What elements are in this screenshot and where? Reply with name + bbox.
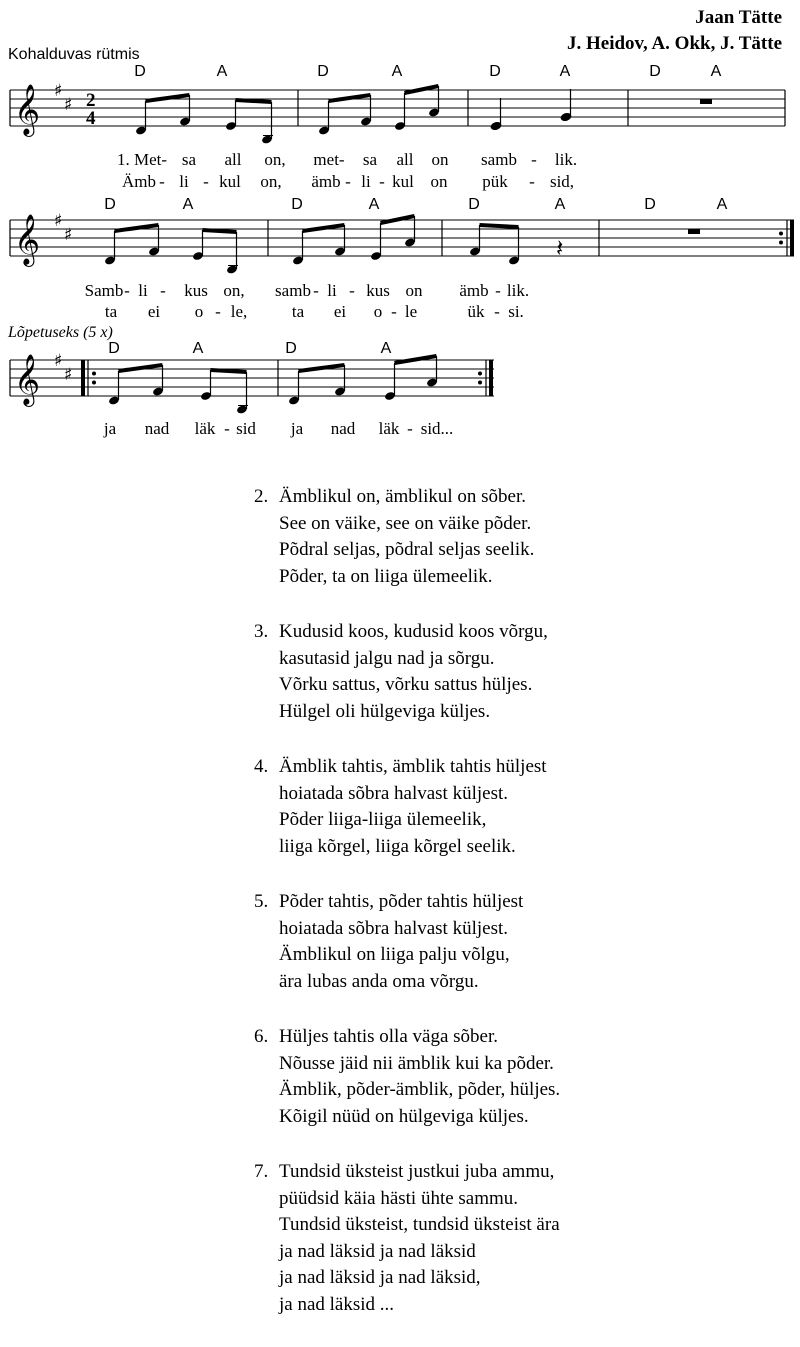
composer: Jaan Tätte bbox=[695, 7, 782, 28]
chord-symbol: A bbox=[380, 340, 392, 357]
coda-label: Lõpetuseks (5 x) bbox=[8, 324, 113, 341]
chord-symbol: A bbox=[710, 63, 722, 80]
lyric-syllable: si. bbox=[508, 302, 524, 321]
chord-symbol: A bbox=[559, 63, 571, 80]
lyric-syllable: li bbox=[327, 281, 337, 300]
notes-measure-1 bbox=[108, 365, 248, 415]
lyric-syllable: - bbox=[313, 281, 319, 300]
chord-symbol: D bbox=[317, 63, 329, 80]
verse-line: Tundsid üksteist, tundsid üksteist ära bbox=[279, 1214, 560, 1235]
lyric-syllable: nad bbox=[330, 419, 356, 438]
lyric-syllable: - bbox=[495, 281, 501, 300]
verse-number: 7. bbox=[254, 1161, 269, 1182]
chord-symbol: A bbox=[192, 340, 204, 357]
lyric-syllable: ei bbox=[333, 302, 347, 321]
verse-line: Ämblikul on liiga palju võlgu, bbox=[279, 944, 510, 965]
verse-line: Hülgel oli hülgeviga küljes. bbox=[279, 700, 491, 722]
lyric-syllable: - bbox=[529, 172, 535, 191]
sharp-icon: ♯ bbox=[64, 95, 73, 115]
verse-line: Nõusse jäid nii ämblik kui ka põder. bbox=[279, 1052, 554, 1074]
lyric-syllable: o bbox=[373, 302, 383, 321]
lyric-syllable: kus bbox=[366, 281, 390, 300]
verse-line: ja nad läksid ja nad läksid bbox=[279, 1240, 476, 1262]
verse-line: Ämblik tahtis, ämblik tahtis hüljest bbox=[279, 756, 547, 777]
lyric-syllable: läk bbox=[378, 419, 400, 438]
staff-3 bbox=[0, 350, 800, 430]
lyric-syllable: ük bbox=[467, 302, 485, 321]
lyric-syllable: ei bbox=[147, 302, 161, 321]
lyric-syllable: sid bbox=[236, 419, 256, 438]
chord-symbol: A bbox=[182, 196, 194, 213]
chord-symbol: D bbox=[134, 63, 146, 80]
notes-measure-2 bbox=[288, 356, 438, 406]
verse-line: Põder, ta on liiga ülemeelik. bbox=[279, 565, 493, 587]
lyricists: J. Heidov, A. Okk, J. Tätte bbox=[566, 33, 782, 54]
lyric-syllable: ja bbox=[290, 419, 304, 438]
verses bbox=[254, 484, 560, 1347]
verse-line: Võrku sattus, võrku sattus hüljes. bbox=[279, 674, 533, 695]
verse-number: 6. bbox=[254, 1026, 269, 1047]
lyric-syllable: lik. bbox=[506, 281, 530, 300]
verse-line: Kõigil nüüd on hülgeviga küljes. bbox=[279, 1105, 529, 1127]
sharp-icon: ♯ bbox=[54, 211, 63, 231]
time-signature: 4 bbox=[86, 108, 96, 129]
chord-symbol: D bbox=[291, 196, 303, 213]
lyric-syllable: all bbox=[396, 150, 414, 169]
chord-symbol: A bbox=[216, 63, 228, 80]
lyric-syllable: on, bbox=[264, 150, 286, 169]
lyric-syllable: - bbox=[124, 281, 130, 300]
lyric-syllable: on bbox=[405, 281, 423, 300]
verse-line: Hüljes tahtis olla väga sõber. bbox=[279, 1026, 498, 1047]
chord-symbol: A bbox=[554, 196, 566, 213]
verse-line: kasutasid jalgu nad ja sõrgu. bbox=[279, 647, 495, 669]
final-repeat-barline bbox=[790, 220, 794, 256]
chord-symbol: D bbox=[468, 196, 480, 213]
notes-measure-3 bbox=[490, 89, 573, 131]
sharp-icon: ♯ bbox=[64, 225, 73, 245]
repeat-dot bbox=[92, 372, 96, 376]
lyric-syllable: kul bbox=[392, 172, 414, 191]
verse-line: hoiatada sõbra halvast küljest. bbox=[279, 782, 508, 804]
sharp-icon: ♯ bbox=[64, 365, 73, 385]
sharp-icon: ♯ bbox=[54, 351, 63, 371]
chord-symbol: D bbox=[108, 340, 120, 357]
chord-symbol: D bbox=[644, 196, 656, 213]
lyric-syllable: le, bbox=[230, 302, 248, 321]
lyric-syllable: sa bbox=[181, 150, 197, 169]
lyric-syllable: lik. bbox=[554, 150, 578, 169]
lyric-syllable: on, bbox=[223, 281, 245, 300]
lyric-syllable: ta bbox=[104, 302, 118, 321]
verse-line: püüdsid käia hästi ühte sammu. bbox=[279, 1187, 519, 1209]
lyric-syllable: on bbox=[430, 172, 448, 191]
lyric-syllable: - bbox=[407, 419, 413, 438]
lyric-syllable: on bbox=[431, 150, 449, 169]
repeat-dot bbox=[478, 372, 482, 376]
chord-symbol: D bbox=[649, 63, 661, 80]
whole-rest-icon bbox=[688, 229, 700, 234]
verse-4 bbox=[254, 754, 560, 860]
verse-line: Põder tahtis, põder tahtis hüljest bbox=[279, 891, 524, 912]
verse-7 bbox=[254, 1159, 560, 1318]
treble-clef-icon: 𝄞 bbox=[14, 214, 41, 265]
verse-6 bbox=[254, 1024, 560, 1130]
lyric-syllable: kus bbox=[184, 281, 208, 300]
treble-clef-icon: 𝄞 bbox=[14, 354, 41, 405]
chord-symbol: D bbox=[489, 63, 501, 80]
lyric-syllable: Samb bbox=[84, 281, 124, 300]
lyric-syllable: on, bbox=[260, 172, 282, 191]
lyric-syllable: Ämb bbox=[122, 172, 156, 191]
lyric-syllable: all bbox=[224, 150, 242, 169]
lyric-syllable: sid, bbox=[549, 172, 575, 191]
tempo-marking: Kohalduvas rütmis bbox=[8, 46, 140, 63]
time-signature: 2 bbox=[86, 90, 96, 111]
verse-line: Ämblik, põder-ämblik, põder, hüljes. bbox=[279, 1079, 561, 1100]
chord-symbol: A bbox=[716, 196, 728, 213]
chord-symbol: A bbox=[391, 63, 403, 80]
lyric-syllable: o bbox=[194, 302, 204, 321]
verse-line: Põder liiga-liiga ülemeelik, bbox=[279, 809, 487, 830]
lyric-syllable: - bbox=[203, 172, 209, 191]
verse-2 bbox=[254, 484, 560, 590]
verse-line: See on väike, see on väike põder. bbox=[279, 512, 532, 534]
lyric-syllable: - bbox=[160, 281, 166, 300]
lyric-syllable: 1. Met- bbox=[116, 150, 168, 169]
lyric-syllable: - bbox=[349, 281, 355, 300]
lyric-syllable: kul bbox=[219, 172, 241, 191]
chord-symbol: D bbox=[285, 340, 297, 357]
repeat-dot bbox=[478, 381, 482, 385]
staff-1 bbox=[0, 80, 800, 160]
notes-measure-2 bbox=[292, 216, 416, 266]
lyric-syllable: - bbox=[391, 302, 397, 321]
verse-line: Tundsid üksteist justkui juba ammu, bbox=[279, 1161, 555, 1182]
verse-line: ja nad läksid ja nad läksid, bbox=[279, 1267, 481, 1288]
verse-line: ära lubas anda oma võrgu. bbox=[279, 970, 479, 992]
lyric-syllable: sa bbox=[362, 150, 378, 169]
end-repeat-barline bbox=[489, 360, 493, 396]
quarter-rest-icon: 𝄽 bbox=[556, 234, 564, 262]
lyric-syllable: li bbox=[361, 172, 371, 191]
staff-2 bbox=[0, 210, 800, 290]
treble-clef-icon: 𝄞 bbox=[14, 84, 41, 135]
lyric-syllable: ämb bbox=[311, 172, 341, 191]
verse-line: Kudusid koos, kudusid koos võrgu, bbox=[279, 621, 548, 642]
notes-measure-2 bbox=[318, 86, 440, 136]
whole-rest-icon bbox=[700, 99, 712, 104]
notes-measure-1 bbox=[135, 95, 273, 145]
lyric-syllable: li bbox=[138, 281, 148, 300]
verse-3 bbox=[254, 619, 560, 725]
repeat-dot bbox=[92, 381, 96, 385]
verse-line: liiga kõrgel, liiga kõrgel seelik. bbox=[279, 835, 516, 857]
lyric-syllable: ja bbox=[103, 419, 117, 438]
verse-number: 2. bbox=[254, 486, 269, 507]
verse-number: 5. bbox=[254, 891, 269, 912]
verse-line: Põdral seljas, põdral seljas seelik. bbox=[279, 539, 535, 560]
lyric-syllable: - bbox=[215, 302, 221, 321]
lyric-syllable: nad bbox=[144, 419, 170, 438]
verse-5 bbox=[254, 889, 560, 995]
lyric-syllable: sid... bbox=[420, 419, 454, 438]
lyric-syllable: ta bbox=[291, 302, 305, 321]
lyric-syllable: samb bbox=[275, 281, 311, 300]
lyric-syllable: samb bbox=[481, 150, 517, 169]
start-repeat-barline bbox=[81, 360, 85, 396]
chord-symbol: A bbox=[368, 196, 380, 213]
lyric-syllable: li bbox=[179, 172, 189, 191]
lyric-syllable: pük bbox=[482, 172, 508, 191]
verse-line: ja nad läksid ... bbox=[279, 1293, 395, 1315]
repeat-dot bbox=[779, 232, 783, 236]
verse-line: hoiatada sõbra halvast küljest. bbox=[279, 917, 508, 939]
lyric-syllable: läk bbox=[194, 419, 216, 438]
lyric-syllable: le bbox=[404, 302, 418, 321]
lyric-syllable: - bbox=[494, 302, 500, 321]
lyric-syllable: - bbox=[159, 172, 165, 191]
repeat-dot bbox=[779, 241, 783, 245]
lyric-syllable: ämb bbox=[459, 281, 489, 300]
lyric-syllable: - bbox=[345, 172, 351, 191]
lyric-syllable: met- bbox=[313, 150, 345, 169]
verse-line: Ämblikul on, ämblikul on sõber. bbox=[279, 486, 526, 507]
lyric-syllable: - bbox=[379, 172, 385, 191]
verse-number: 4. bbox=[254, 756, 269, 777]
notes-measure-1 bbox=[104, 225, 238, 275]
lyric-syllable: - bbox=[531, 150, 537, 169]
notes-measure-3 bbox=[469, 225, 563, 266]
sharp-icon: ♯ bbox=[54, 81, 63, 101]
verse-number: 3. bbox=[254, 621, 269, 642]
lyric-syllable: - bbox=[224, 419, 230, 438]
chord-symbol: D bbox=[104, 196, 116, 213]
